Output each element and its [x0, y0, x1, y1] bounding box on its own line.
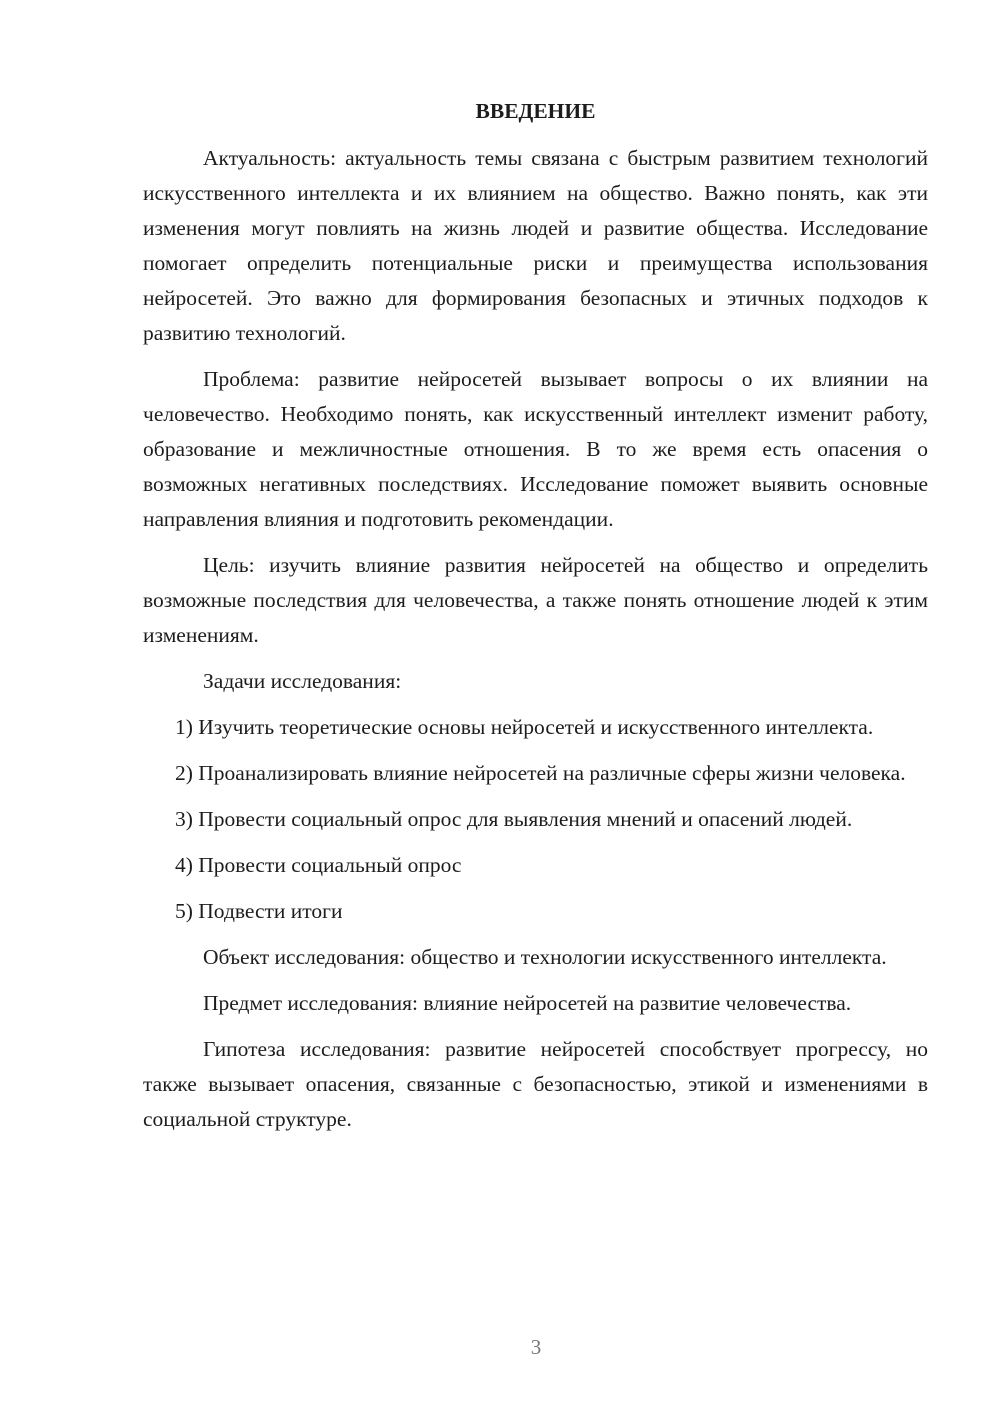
- paragraph-object: Объект исследования: общество и технологии искусственного интеллекта.: [203, 945, 887, 969]
- page-content: [143, 94, 928, 1148]
- task-item-4: 4) Провести социальный опрос: [175, 853, 462, 877]
- paragraph-problem: Проблема: развитие нейросетей вызывает вопросы о их влиянии на человечество. Необходимо понять, как искусственный интеллект изменит работу, образование и межличностные отношения. В то же время есть опасения о возможных негативных последствиях. Исследование поможет выявить основные направления влияния и подготовить рекомендации.: [143, 367, 928, 531]
- paragraph-subject: Предмет исследования: влияние нейросетей на развитие человечества.: [203, 991, 852, 1015]
- task-item-2: 2) Проанализировать влияние нейросетей на различные сферы жизни человека.: [175, 761, 906, 785]
- page-title: ВВЕДЕНИЕ: [475, 99, 596, 123]
- paragraph-goal: Цель: изучить влияние развития нейросетей на общество и определить возможные последствия для человечества, а также понять отношение людей к этим изменениям.: [143, 553, 928, 647]
- task-item-1: 1) Изучить теоретические основы нейросетей и искусственного интеллекта.: [175, 715, 874, 739]
- task-item-5: 5) Подвести итоги: [175, 899, 343, 923]
- paragraph-hypothesis: Гипотеза исследования: развитие нейросетей способствует прогрессу, но также вызывает опасения, связанные с безопасностью, этикой и изменениями в социальной структуре.: [143, 1037, 928, 1131]
- page-number: 3: [530, 1335, 542, 1359]
- tasks-heading: Задачи исследования:: [203, 669, 402, 693]
- task-item-3: 3) Провести социальный опрос для выявления мнений и опасений людей.: [175, 807, 853, 831]
- paragraph-relevance: Актуальность: актуальность темы связана с быстрым развитием технологий искусственного интеллекта и их влиянием на общество. Важно понять, как эти изменения могут повлиять на жизнь людей и развитие общества. Исследование помогает определить потенциальные риски и преимущества использования нейросетей. Это важно для формирования безопасных и этичных подходов к развитию технологий.: [143, 146, 928, 345]
